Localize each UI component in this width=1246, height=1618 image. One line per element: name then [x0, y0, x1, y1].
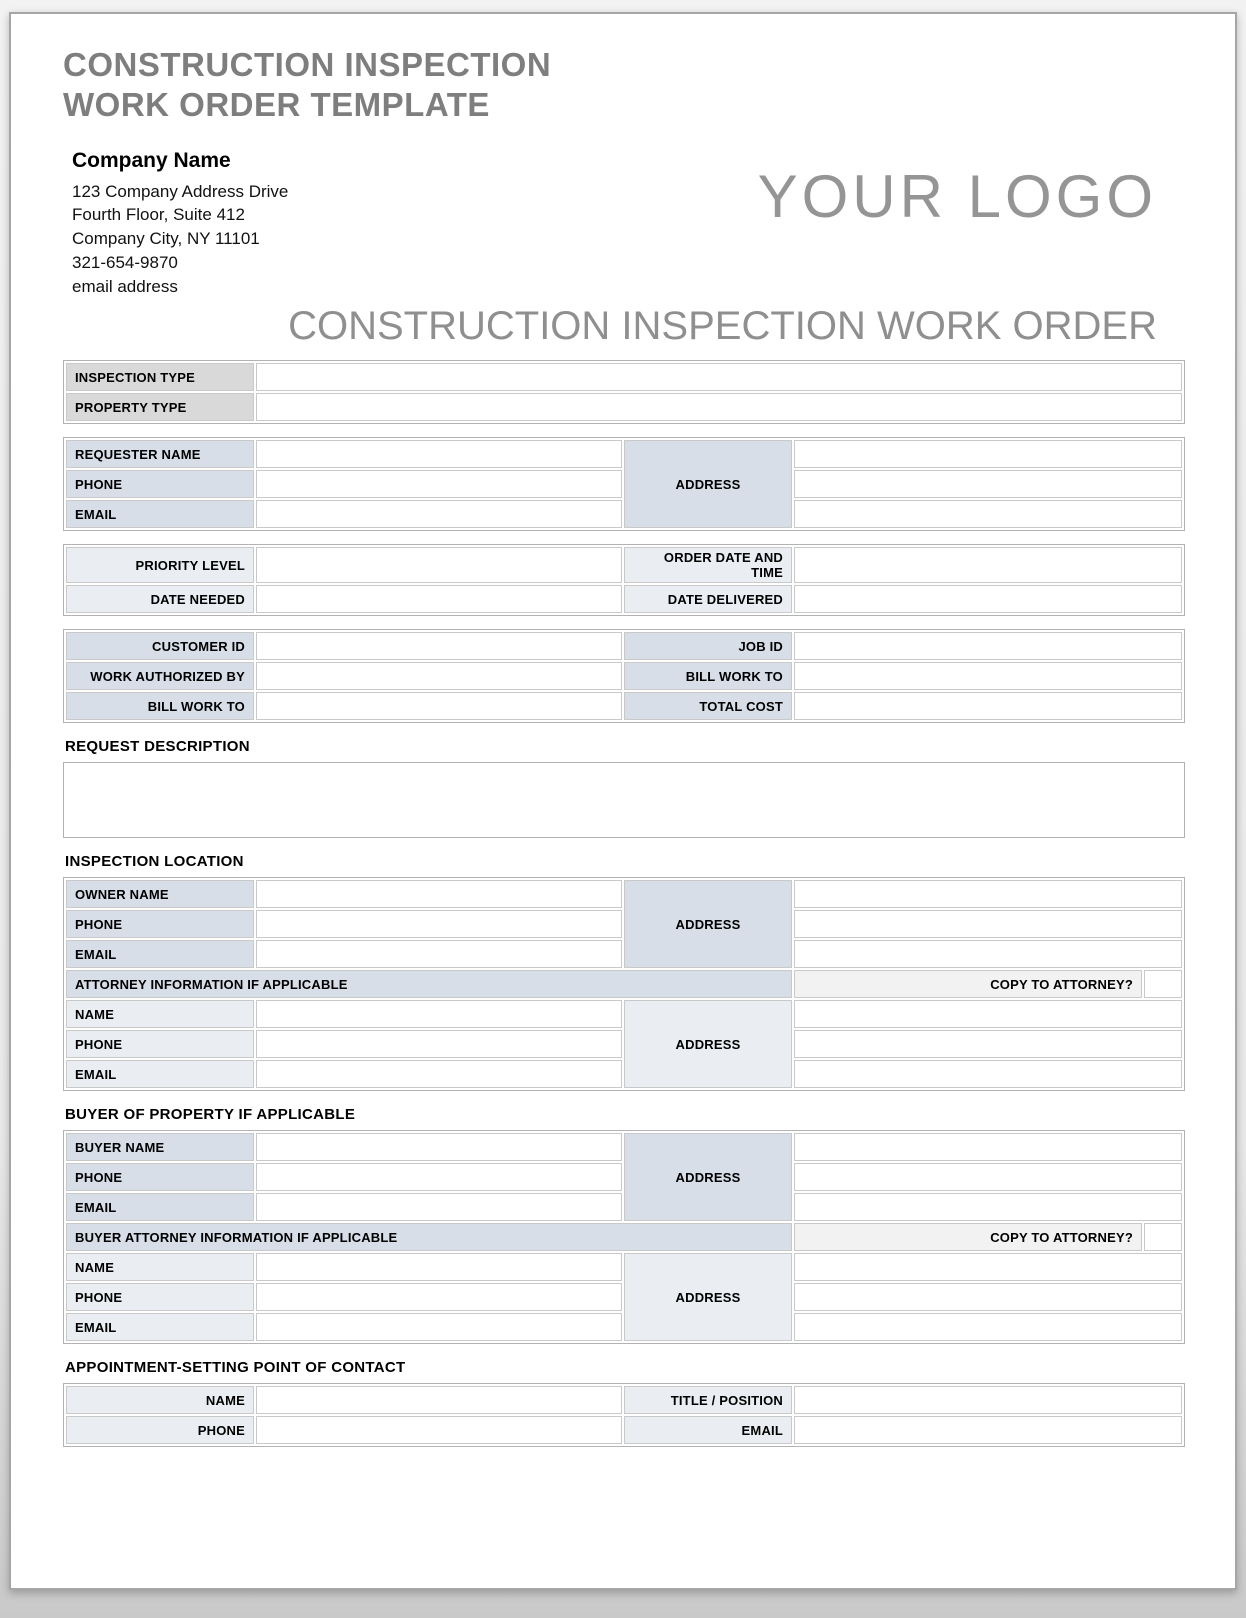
buyer-attorney-address-input-2[interactable]: [794, 1283, 1182, 1311]
bill-work-to-left-label: BILL WORK TO: [66, 692, 254, 720]
document-title: [63, 45, 1183, 126]
date-delivered-input[interactable]: [794, 585, 1182, 613]
appointment-title-position-label: TITLE / POSITION: [624, 1386, 792, 1414]
owner-attorney-name-label: NAME: [66, 1000, 254, 1028]
buyer-phone-label: PHONE: [66, 1163, 254, 1191]
appointment-title-position-input[interactable]: [794, 1386, 1182, 1414]
appointment-phone-label: PHONE: [66, 1416, 254, 1444]
inspection-type-input[interactable]: [256, 363, 1182, 391]
owner-attorney-email-input[interactable]: [256, 1060, 622, 1088]
property-type-input[interactable]: [256, 393, 1182, 421]
bill-work-to-right-label: BILL WORK TO: [624, 662, 792, 690]
appointment-name-label: NAME: [66, 1386, 254, 1414]
date-needed-label: DATE NEEDED: [66, 585, 254, 613]
buyer-attorney-email-label: EMAIL: [66, 1313, 254, 1341]
bill-work-to-left-input[interactable]: [256, 692, 622, 720]
date-delivered-label: DATE DELIVERED: [624, 585, 792, 613]
buyer-email-input[interactable]: [256, 1193, 622, 1221]
requester-table: [63, 437, 1185, 531]
inspection-type-label: INSPECTION TYPE: [66, 363, 254, 391]
owner-phone-label: PHONE: [66, 910, 254, 938]
requester-address-input-2[interactable]: [794, 470, 1182, 498]
requester-email-label: EMAIL: [66, 500, 254, 528]
date-needed-input[interactable]: [256, 585, 622, 613]
buyer-attorney-phone-label: PHONE: [66, 1283, 254, 1311]
scheduling-table: [63, 544, 1185, 616]
appointment-email-input[interactable]: [794, 1416, 1182, 1444]
company-address-line3: Company City, NY 11101: [72, 229, 260, 249]
owner-attorney-address-label: ADDRESS: [624, 1000, 792, 1088]
buyer-address-label: ADDRESS: [624, 1133, 792, 1221]
owner-name-label: OWNER NAME: [66, 880, 254, 908]
buyer-attorney-address-label: ADDRESS: [624, 1253, 792, 1341]
bill-work-to-right-input[interactable]: [794, 662, 1182, 690]
owner-attorney-email-label: EMAIL: [66, 1060, 254, 1088]
appointment-contact-heading: APPOINTMENT-SETTING POINT OF CONTACT: [65, 1359, 406, 1377]
requester-address-label: ADDRESS: [624, 440, 792, 528]
inspection-location-heading: INSPECTION LOCATION: [65, 853, 244, 871]
billing-table: [63, 629, 1185, 723]
requester-email-input[interactable]: [256, 500, 622, 528]
buyer-attorney-email-input[interactable]: [256, 1313, 622, 1341]
owner-attorney-address-input-2[interactable]: [794, 1030, 1182, 1058]
appointment-name-input[interactable]: [256, 1386, 622, 1414]
buyer-attorney-address-input-1[interactable]: [794, 1253, 1182, 1281]
owner-attorney-phone-input[interactable]: [256, 1030, 622, 1058]
job-id-label: JOB ID: [624, 632, 792, 660]
requester-phone-input[interactable]: [256, 470, 622, 498]
order-date-time-label: ORDER DATE AND TIME: [624, 547, 792, 583]
buyer-address-input-2[interactable]: [794, 1163, 1182, 1191]
requester-phone-label: PHONE: [66, 470, 254, 498]
owner-attorney-name-input[interactable]: [256, 1000, 622, 1028]
form-title: CONSTRUCTION INSPECTION WORK ORDER: [288, 304, 1157, 349]
customer-id-label: CUSTOMER ID: [66, 632, 254, 660]
priority-level-label: PRIORITY LEVEL: [66, 547, 254, 583]
buyer-address-input-3[interactable]: [794, 1193, 1182, 1221]
appointment-phone-input[interactable]: [256, 1416, 622, 1444]
buyer-attorney-information-header: BUYER ATTORNEY INFORMATION IF APPLICABLE: [66, 1223, 792, 1251]
requester-address-input-3[interactable]: [794, 500, 1182, 528]
company-address-line2: Fourth Floor, Suite 412: [72, 205, 245, 225]
buyer-attorney-name-input[interactable]: [256, 1253, 622, 1281]
buyer-attorney-phone-input[interactable]: [256, 1283, 622, 1311]
type-table: [63, 360, 1185, 424]
owner-copy-to-attorney-checkbox[interactable]: [1144, 970, 1182, 998]
owner-address-input-1[interactable]: [794, 880, 1182, 908]
logo-placeholder: YOUR LOGO: [757, 163, 1157, 230]
owner-phone-input[interactable]: [256, 910, 622, 938]
owner-address-label: ADDRESS: [624, 880, 792, 968]
document-title-line2: WORK ORDER TEMPLATE: [63, 86, 490, 124]
inspection-location-table: [63, 877, 1185, 1091]
total-cost-label: TOTAL COST: [624, 692, 792, 720]
buyer-attorney-address-input-3[interactable]: [794, 1313, 1182, 1341]
buyer-of-property-heading: BUYER OF PROPERTY IF APPLICABLE: [65, 1106, 356, 1124]
document-page: [9, 12, 1237, 1590]
buyer-copy-to-attorney-checkbox[interactable]: [1144, 1223, 1182, 1251]
owner-copy-to-attorney-label: COPY TO ATTORNEY?: [794, 970, 1142, 998]
company-address-line1: 123 Company Address Drive: [72, 181, 289, 201]
attorney-information-header: ATTORNEY INFORMATION IF APPLICABLE: [66, 970, 792, 998]
request-description-input[interactable]: [63, 762, 1185, 838]
company-phone: 321-654-9870: [72, 252, 178, 272]
company-email: email address: [72, 276, 178, 296]
buyer-attorney-name-label: NAME: [66, 1253, 254, 1281]
requester-address-input-1[interactable]: [794, 440, 1182, 468]
appointment-email-label: EMAIL: [624, 1416, 792, 1444]
owner-email-label: EMAIL: [66, 940, 254, 968]
job-id-input[interactable]: [794, 632, 1182, 660]
document-title-line1: CONSTRUCTION INSPECTION: [63, 46, 552, 83]
buyer-name-label: BUYER NAME: [66, 1133, 254, 1161]
total-cost-input[interactable]: [794, 692, 1182, 720]
customer-id-input[interactable]: [256, 632, 622, 660]
request-description-heading: REQUEST DESCRIPTION: [65, 738, 250, 756]
work-authorized-by-input[interactable]: [256, 662, 622, 690]
owner-address-input-3[interactable]: [794, 940, 1182, 968]
owner-attorney-address-input-3[interactable]: [794, 1060, 1182, 1088]
buyer-address-input-1[interactable]: [794, 1133, 1182, 1161]
buyer-copy-to-attorney-label: COPY TO ATTORNEY?: [794, 1223, 1142, 1251]
page-content: [11, 45, 1235, 1530]
buyer-name-input[interactable]: [256, 1133, 622, 1161]
owner-address-input-2[interactable]: [794, 910, 1182, 938]
owner-name-input[interactable]: [256, 880, 622, 908]
appointment-table: [63, 1383, 1185, 1447]
buyer-phone-input[interactable]: [256, 1163, 622, 1191]
buyer-email-label: EMAIL: [66, 1193, 254, 1221]
buyer-table: [63, 1130, 1185, 1344]
owner-email-input[interactable]: [256, 940, 622, 968]
property-type-label: PROPERTY TYPE: [66, 393, 254, 421]
requester-name-input[interactable]: [256, 440, 622, 468]
order-date-time-input[interactable]: [794, 547, 1182, 583]
company-name: Company Name: [72, 148, 231, 172]
owner-attorney-phone-label: PHONE: [66, 1030, 254, 1058]
owner-attorney-address-input-1[interactable]: [794, 1000, 1182, 1028]
work-authorized-by-label: WORK AUTHORIZED BY: [66, 662, 254, 690]
priority-level-input[interactable]: [256, 547, 622, 583]
requester-name-label: REQUESTER NAME: [66, 440, 254, 468]
